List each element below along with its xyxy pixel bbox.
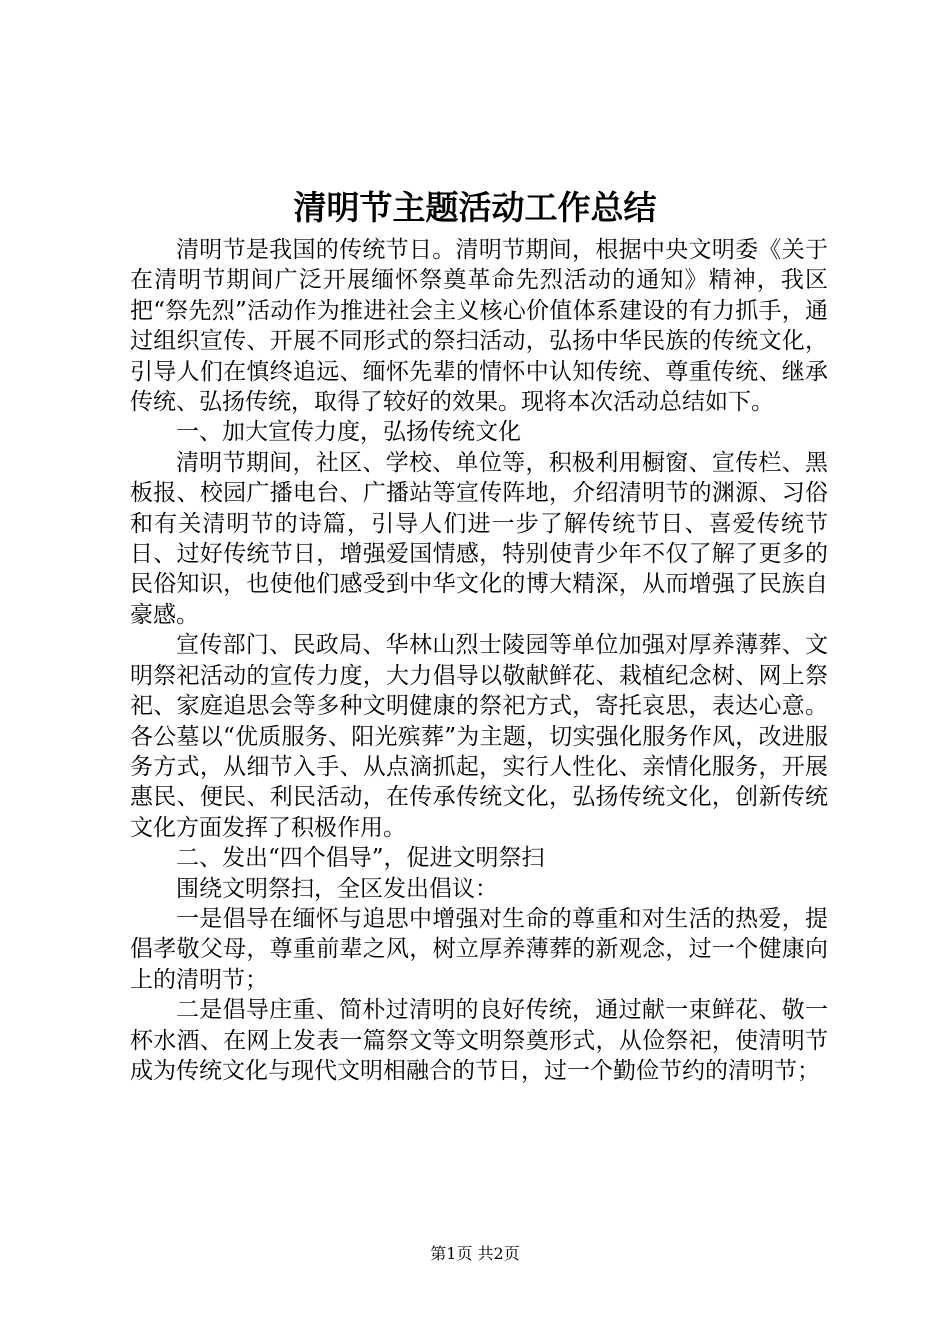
page-footer: 第1页 共2页 (430, 1244, 520, 1263)
paragraph-publicity: 清明节期间，社区、学校、单位等，积极利用橱窗、宣传栏、黑板报、校园广播电台、广播站等宣传阵地，介绍清明节的渊源、习俗和有关清明节的诗篇，引导人们进一步了解传统节日、喜爱传统节日、过好传统节日，增强爱国情感，特别使青少年不仅了解了更多的民俗知识，也使他们感受到中华文化的博大精深，从而增强了民族自豪感。 (130, 449, 828, 628)
paragraph-advocacy-2: 二是倡导庄重、简朴过清明的良好传统，通过献一束鲜花、敬一杯水酒、在网上发表一篇祭文等文明祭奠形式，从俭祭祀，使清明节成为传统文化与现代文明相融合的节日，过一个勤俭节约的清明节； (130, 997, 828, 1084)
paragraph-initiative: 围绕文明祭扫，全区发出倡议： (176, 875, 498, 902)
paragraph-departments: 宣传部门、民政局、华林山烈士陵园等单位加强对厚养薄葬、文明祭祀活动的宣传力度，大力倡导以敬献鲜花、栽植纪念树、网上祭祀、家庭追思会等多种文明健康的祭祀方式，寄托哀思，表达心意。各公墓以“优质服务、阳光殡葬”为主题，切实强化服务作风，改进服务方式，从细节入手、从点滴抓起，实行人性化、亲情化服务，开展惠民、便民、利民活动，在传承传统文化，弘扬传统文化，创新传统文化方面发挥了积极作用。 (130, 632, 828, 841)
paragraph-intro: 清明节是我国的传统节日。清明节期间，根据中央文明委《关于在清明节期间广泛开展缅怀祭奠革命先烈活动的通知》精神，我区把“祭先烈”活动作为推进社会主义核心价值体系建设的有力抓手，通过组织宣传、开展不同形式的祭扫活动，弘扬中华民族的传统文化，引导人们在慎终追远、缅怀先辈的情怀中认知传统、尊重传统、继承传统、弘扬传统，取得了较好的效果。现将本次活动总结如下。 (130, 237, 828, 416)
document-body (130, 235, 828, 1086)
section-heading-1: 一、加大宣传力度，弘扬传统文化 (176, 419, 521, 446)
document-title: 清明节主题活动工作总结 (293, 188, 657, 227)
paragraph-advocacy-1: 一是倡导在缅怀与追思中增强对生命的尊重和对生活的热爱，提倡孝敬父母，尊重前辈之风，树立厚养薄葬的新观念，过一个健康向上的清明节； (130, 905, 828, 993)
section-heading-2: 二、发出“四个倡导”，促进文明祭扫 (176, 845, 545, 872)
